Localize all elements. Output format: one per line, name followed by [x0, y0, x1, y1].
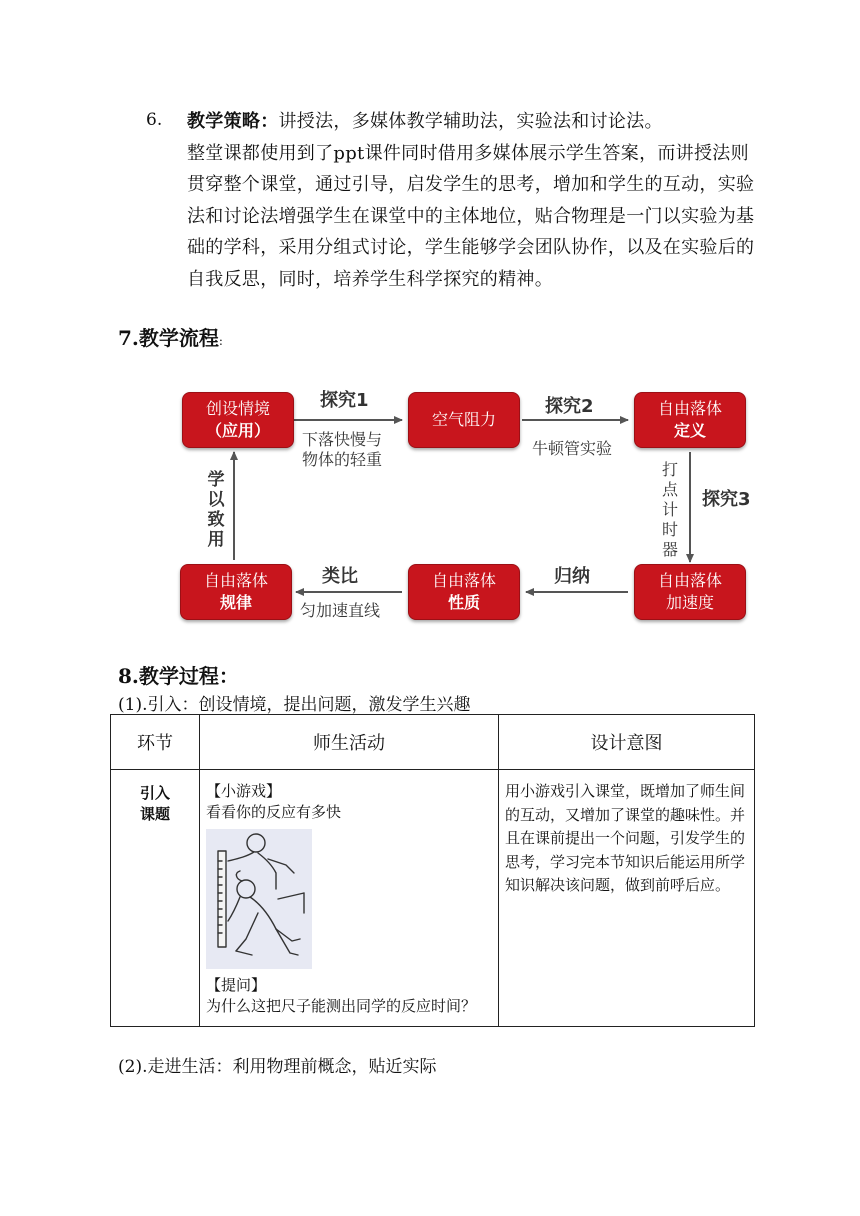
- part1-title: (1).引入：创设情境，提出问题，激发学生兴趣: [118, 695, 471, 715]
- game-text: 看看你的反应有多快: [206, 803, 342, 821]
- flow-heading: [118, 322, 223, 351]
- flow-heading-colon: :: [218, 334, 223, 348]
- node-property-line1: 自由落体: [431, 571, 496, 590]
- strategy-paragraph: [187, 106, 762, 295]
- edge-label-induction: 归纳: [554, 566, 590, 587]
- node-definition-line1: 自由落体: [657, 399, 722, 418]
- question-text: 为什么这把尺子能测出同学的反应时间？: [206, 997, 477, 1015]
- edge-label-explore2: 探究2: [545, 396, 594, 417]
- reaction-game-illustration: [206, 829, 312, 969]
- edge-label-analogy: 类比: [322, 566, 358, 587]
- flow-node-property: [408, 564, 520, 620]
- edge-label-apply: 学以致用: [207, 470, 225, 550]
- teaching-flowchart: [170, 380, 770, 630]
- flow-node-law: [180, 564, 292, 620]
- process-table: [110, 714, 755, 1027]
- row-intent: 用小游戏引入课堂，既增加了师生间的互动，又增加了课堂的趣味性。并且在课前提出一个问题，引发学生的思考，学习完本节知识后能运用所学知识解决该问题，做到前呼后应。: [505, 782, 746, 894]
- flow-node-acceleration: [634, 564, 746, 620]
- node-situation-line1: 创设情境: [205, 399, 270, 418]
- node-acceleration-line1: 自由落体: [657, 571, 722, 590]
- process-heading: 8.教学过程：: [118, 664, 239, 688]
- edge-label-uniform-accel: 匀加速直线: [300, 601, 381, 620]
- flow-node-situation: [182, 392, 294, 448]
- flow-node-air-resistance: [408, 392, 520, 448]
- edge-label-explore1-desc: [302, 430, 382, 470]
- table-header-row: [111, 715, 755, 770]
- flow-heading-title: 7.教学流程: [118, 326, 219, 350]
- question-tag: 【提问】: [206, 976, 267, 994]
- node-definition-line2: 定义: [673, 421, 706, 440]
- edge-label-explore1-desc-line1: 下落快慢与: [302, 430, 383, 449]
- node-property-line2: 性质: [447, 593, 480, 612]
- node-law-line2: 规律: [219, 593, 252, 612]
- strategy-lead: 教学策略：: [187, 111, 279, 132]
- edge-label-explore3: 探究3: [702, 489, 751, 510]
- edge-label-explore1: 探究1: [320, 390, 369, 411]
- header-intent: 设计意图: [499, 715, 755, 770]
- illustration-drawing: [206, 829, 312, 969]
- node-situation-line2: （应用）: [205, 421, 270, 440]
- table-row: [111, 770, 755, 1027]
- node-law-line1: 自由落体: [203, 571, 268, 590]
- node-air-resistance-line1: 空气阻力: [431, 410, 496, 429]
- strategy-number: 6.: [146, 110, 163, 130]
- game-tag: 【小游戏】: [206, 782, 282, 800]
- node-acceleration-line2: 加速度: [665, 593, 714, 612]
- strategy-lead-rest: 讲授法，多媒体教学辅助法，实验法和讨论法。: [278, 111, 663, 132]
- header-activity: 师生活动: [200, 715, 499, 770]
- edge-label-timer: 打点计时器: [661, 460, 678, 559]
- part2-title: (2).走进生活：利用物理前概念，贴近实际: [118, 1057, 437, 1077]
- strategy-body: 整堂课都使用到了ppt课件同时借用多媒体展示学生答案，而讲授法则贯穿整个课堂，通过引导，启发学生的思考，增加和学生的互动，实验法和讨论法增强学生在课堂中的主体地位，贴合物理是一门以实验为基础的学科，采用分组式讨论，学生能够学会团队协作，以及在实验后的自我反思，同时，培养学生科学探究的精神。: [187, 142, 755, 290]
- row-activity: [201, 771, 497, 1025]
- edge-label-explore1-desc-line2: 物体的轻重: [302, 450, 383, 469]
- edge-label-newton-tube: 牛顿管实验: [532, 439, 613, 458]
- row-section: 引入课题: [139, 784, 170, 823]
- flow-node-definition: [634, 392, 746, 448]
- header-section: 环节: [111, 715, 200, 770]
